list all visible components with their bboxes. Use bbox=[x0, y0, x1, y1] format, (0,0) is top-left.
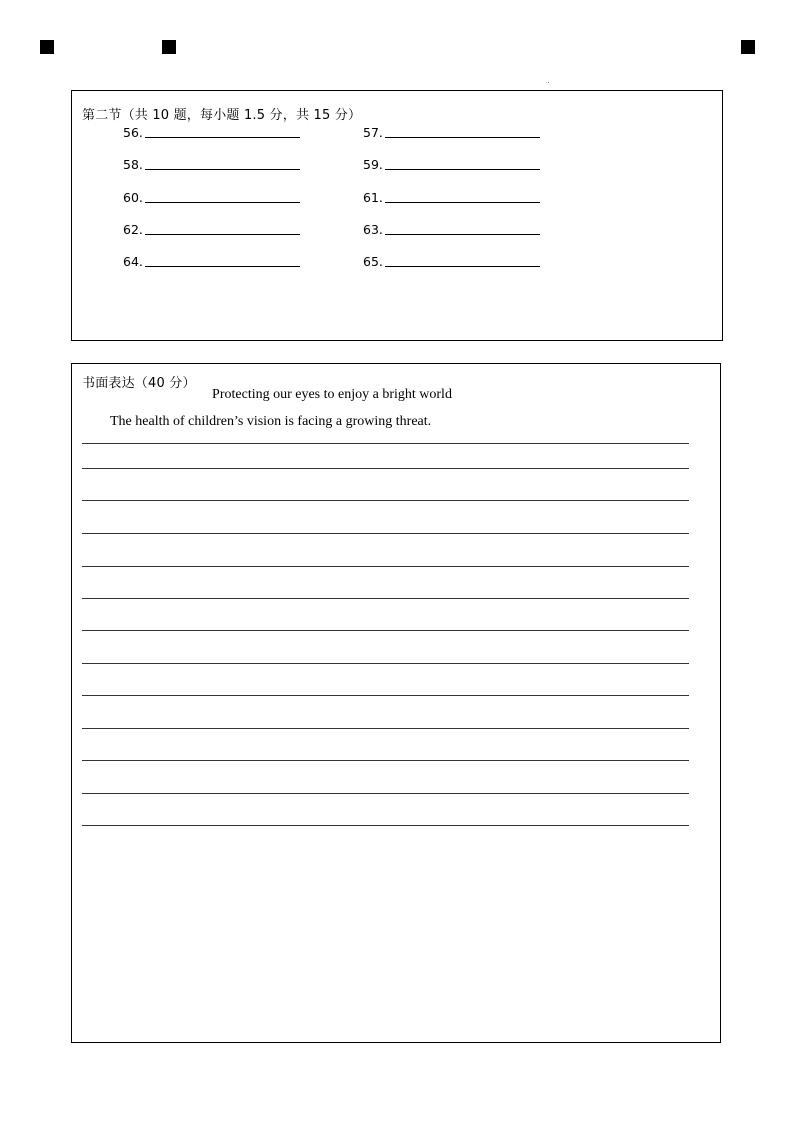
item-number: 59. bbox=[363, 157, 383, 172]
essay-opening-sentence: The health of children’s vision is facing a growing threat. bbox=[110, 414, 432, 429]
answer-blank[interactable] bbox=[145, 169, 300, 170]
answer-item-65 bbox=[363, 251, 540, 269]
answer-item-59 bbox=[363, 154, 540, 172]
writing-line[interactable] bbox=[82, 760, 689, 761]
writing-line[interactable] bbox=[82, 630, 689, 631]
answer-blank[interactable] bbox=[385, 137, 540, 138]
answer-item-61 bbox=[363, 187, 540, 205]
answer-item-60 bbox=[123, 187, 300, 205]
writing-line[interactable] bbox=[82, 468, 689, 469]
essay-title: Protecting our eyes to enjoy a bright world bbox=[212, 387, 452, 402]
writing-line[interactable] bbox=[82, 500, 689, 501]
item-number: 63. bbox=[363, 222, 383, 237]
answer-item-64 bbox=[123, 251, 300, 269]
writing-line[interactable] bbox=[82, 825, 689, 826]
answer-blank[interactable] bbox=[145, 266, 300, 267]
item-number: 60. bbox=[123, 190, 143, 205]
answer-item-62 bbox=[123, 219, 300, 237]
scan-dot bbox=[548, 82, 549, 83]
writing-line[interactable] bbox=[82, 695, 689, 696]
writing-line[interactable] bbox=[82, 793, 689, 794]
writing-line[interactable] bbox=[82, 443, 689, 444]
alignment-marker-left bbox=[40, 40, 54, 54]
answer-blank[interactable] bbox=[145, 137, 300, 138]
alignment-marker-right bbox=[741, 40, 755, 54]
answer-item-63 bbox=[363, 219, 540, 237]
item-number: 64. bbox=[123, 254, 143, 269]
answer-blank[interactable] bbox=[145, 202, 300, 203]
item-number: 62. bbox=[123, 222, 143, 237]
answer-blank[interactable] bbox=[145, 234, 300, 235]
writing-line[interactable] bbox=[82, 728, 689, 729]
item-number: 57. bbox=[363, 125, 383, 140]
alignment-marker-center bbox=[162, 40, 176, 54]
writing-line[interactable] bbox=[82, 663, 689, 664]
writing-line[interactable] bbox=[82, 533, 689, 534]
writing-answer-box bbox=[71, 363, 721, 1043]
answer-blank[interactable] bbox=[385, 266, 540, 267]
writing-line[interactable] bbox=[82, 598, 689, 599]
item-number: 56. bbox=[123, 125, 143, 140]
item-number: 61. bbox=[363, 190, 383, 205]
section-2-title: 第二节（共 10 题，每小题 1.5 分，共 15 分） bbox=[82, 108, 362, 123]
item-number: 58. bbox=[123, 157, 143, 172]
answer-item-58 bbox=[123, 154, 300, 172]
item-number: 65. bbox=[363, 254, 383, 269]
answer-blank[interactable] bbox=[385, 234, 540, 235]
answer-item-57 bbox=[363, 122, 540, 140]
answer-blank[interactable] bbox=[385, 169, 540, 170]
writing-line[interactable] bbox=[82, 566, 689, 567]
answer-blank[interactable] bbox=[385, 202, 540, 203]
answer-item-56 bbox=[123, 122, 300, 140]
writing-section-title: 书面表达（40 分） bbox=[82, 376, 196, 391]
section-2-answer-box bbox=[71, 90, 723, 341]
